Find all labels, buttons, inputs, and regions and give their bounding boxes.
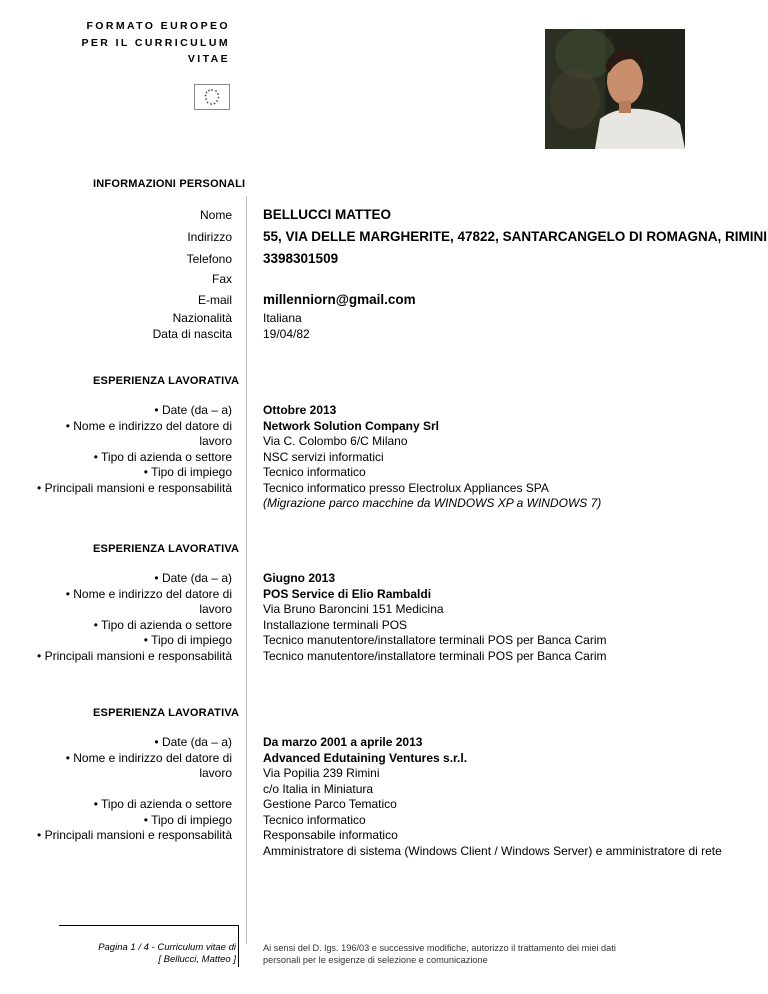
fax-label: Fax: [211, 272, 232, 286]
exp2-job: Tecnico manutentore/installatore terminali POS per Banca Carim: [263, 633, 607, 647]
exp3-duties: Responsabile informatico: [263, 828, 398, 842]
exp2-date: Giugno 2013: [263, 571, 336, 585]
nascita-label: Data di nascita: [152, 327, 232, 341]
exp1-employer: Network Solution Company Srl: [263, 418, 440, 433]
duties-label: • Principali mansioni e responsabilità: [37, 480, 232, 495]
indirizzo-value: 55, VIA DELLE MARGHERITE, 47822, SANTARCANGELO DI ROMAGNA, RIMINI: [263, 229, 768, 244]
exp3-date: Da marzo 2001 a aprile 2013: [263, 735, 423, 749]
nazionalita-label: Nazionalità: [172, 311, 232, 325]
profile-photo: [545, 29, 685, 149]
exp1-job: Tecnico informatico: [263, 465, 366, 479]
exp2-sector: Installazione terminali POS: [263, 617, 408, 632]
experience-labels-1: [32, 403, 232, 496]
job-label: • Tipo di impiego: [143, 633, 232, 647]
employer-label: • Nome e indirizzo del datore di: [65, 418, 232, 433]
exp3-address: Via Popilia 239 Rimini: [263, 766, 380, 780]
exp1-duties: Tecnico informatico presso Electrolux Appliances SPA: [263, 480, 549, 495]
telefono-label: Telefono: [186, 252, 232, 266]
footer-privacy: Ai sensi del D. lgs. 196/03 e successive modifiche, autorizzo il trattamento dei miei dati personali per le esigenze di selezione e comunicazione: [263, 943, 616, 965]
document-header: [81, 18, 230, 68]
footer-page-line-2: [ Bellucci, Matteo ]: [158, 954, 236, 965]
employer-label-cont: lavoro: [199, 766, 232, 780]
experience-title-3: ESPERIENZA LAVORATIVA: [93, 707, 240, 719]
experience-labels-3: [32, 735, 232, 844]
nome-value: BELLUCCI MATTEO: [263, 207, 391, 222]
personal-info-title: INFORMAZIONI PERSONALI: [93, 178, 246, 190]
experience-values-1: [263, 403, 601, 512]
exp1-address: Via C. Colombo 6/C Milano: [263, 434, 408, 448]
email-label: E-mail: [197, 293, 232, 307]
exp3-address-2: c/o Italia in Miniatura: [263, 781, 374, 796]
exp1-note: (Migrazione parco macchine da WINDOWS XP a WINDOWS 7): [263, 496, 602, 510]
sector-label: • Tipo di azienda o settore: [93, 617, 232, 632]
nascita-value: 19/04/82: [263, 327, 310, 341]
job-label: • Tipo di impiego: [143, 465, 232, 479]
indirizzo-label: Indirizzo: [187, 230, 232, 244]
experience-title-1: ESPERIENZA LAVORATIVA: [93, 375, 240, 387]
sector-label: • Tipo di azienda o settore: [93, 797, 232, 811]
date-label: • Date (da – a): [154, 403, 232, 417]
employer-label-cont: lavoro: [199, 602, 232, 616]
exp1-date: Ottobre 2013: [263, 403, 337, 417]
exp3-job: Tecnico informatico: [263, 812, 366, 827]
employer-label-cont: lavoro: [199, 434, 232, 448]
employer-label: • Nome e indirizzo del datore di: [65, 750, 232, 765]
telefono-value: 3398301509: [263, 251, 339, 266]
sector-label: • Tipo di azienda o settore: [93, 449, 232, 464]
exp3-employer: Advanced Edutaining Ventures s.r.l.: [263, 750, 468, 765]
experience-values-3: [263, 735, 722, 859]
footer-page-line-1: Pagina 1 / 4 - Curriculum vitae di: [98, 942, 236, 953]
experience-labels-2: [32, 571, 232, 664]
header-line-2: PER IL CURRICULUM: [81, 36, 230, 49]
duties-label: • Principali mansioni e responsabilità: [37, 648, 232, 663]
header-line-3: VITAE: [187, 53, 230, 65]
date-label: • Date (da – a): [154, 735, 232, 749]
date-label: • Date (da – a): [154, 571, 232, 585]
nazionalita-value: Italiana: [263, 311, 302, 325]
job-label: • Tipo di impiego: [143, 812, 232, 827]
email-value: millenniorn@gmail.com: [263, 292, 416, 307]
footer-page-info: [98, 942, 236, 966]
exp2-address: Via Bruno Baroncini 151 Medicina: [263, 602, 444, 616]
exp3-duties-2: Amministratore di sistema (Windows Client / Windows Server) e amministratore di rete: [263, 843, 722, 858]
header-line-1: FORMATO EUROPEO: [86, 20, 230, 32]
employer-label: • Nome e indirizzo del datore di: [65, 586, 232, 601]
experience-title-2: ESPERIENZA LAVORATIVA: [93, 543, 240, 555]
exp2-duties: Tecnico manutentore/installatore terminali POS per Banca Carim: [263, 648, 607, 663]
eu-flag-icon: [194, 84, 230, 110]
column-divider: [246, 196, 247, 944]
exp1-sector: NSC servizi informatici: [263, 449, 384, 464]
exp3-sector: Gestione Parco Tematico: [263, 797, 397, 811]
experience-values-2: [263, 571, 607, 664]
duties-label: • Principali mansioni e responsabilità: [37, 828, 232, 842]
exp2-employer: POS Service di Elio Rambaldi: [263, 586, 432, 601]
nome-label: Nome: [199, 208, 232, 222]
